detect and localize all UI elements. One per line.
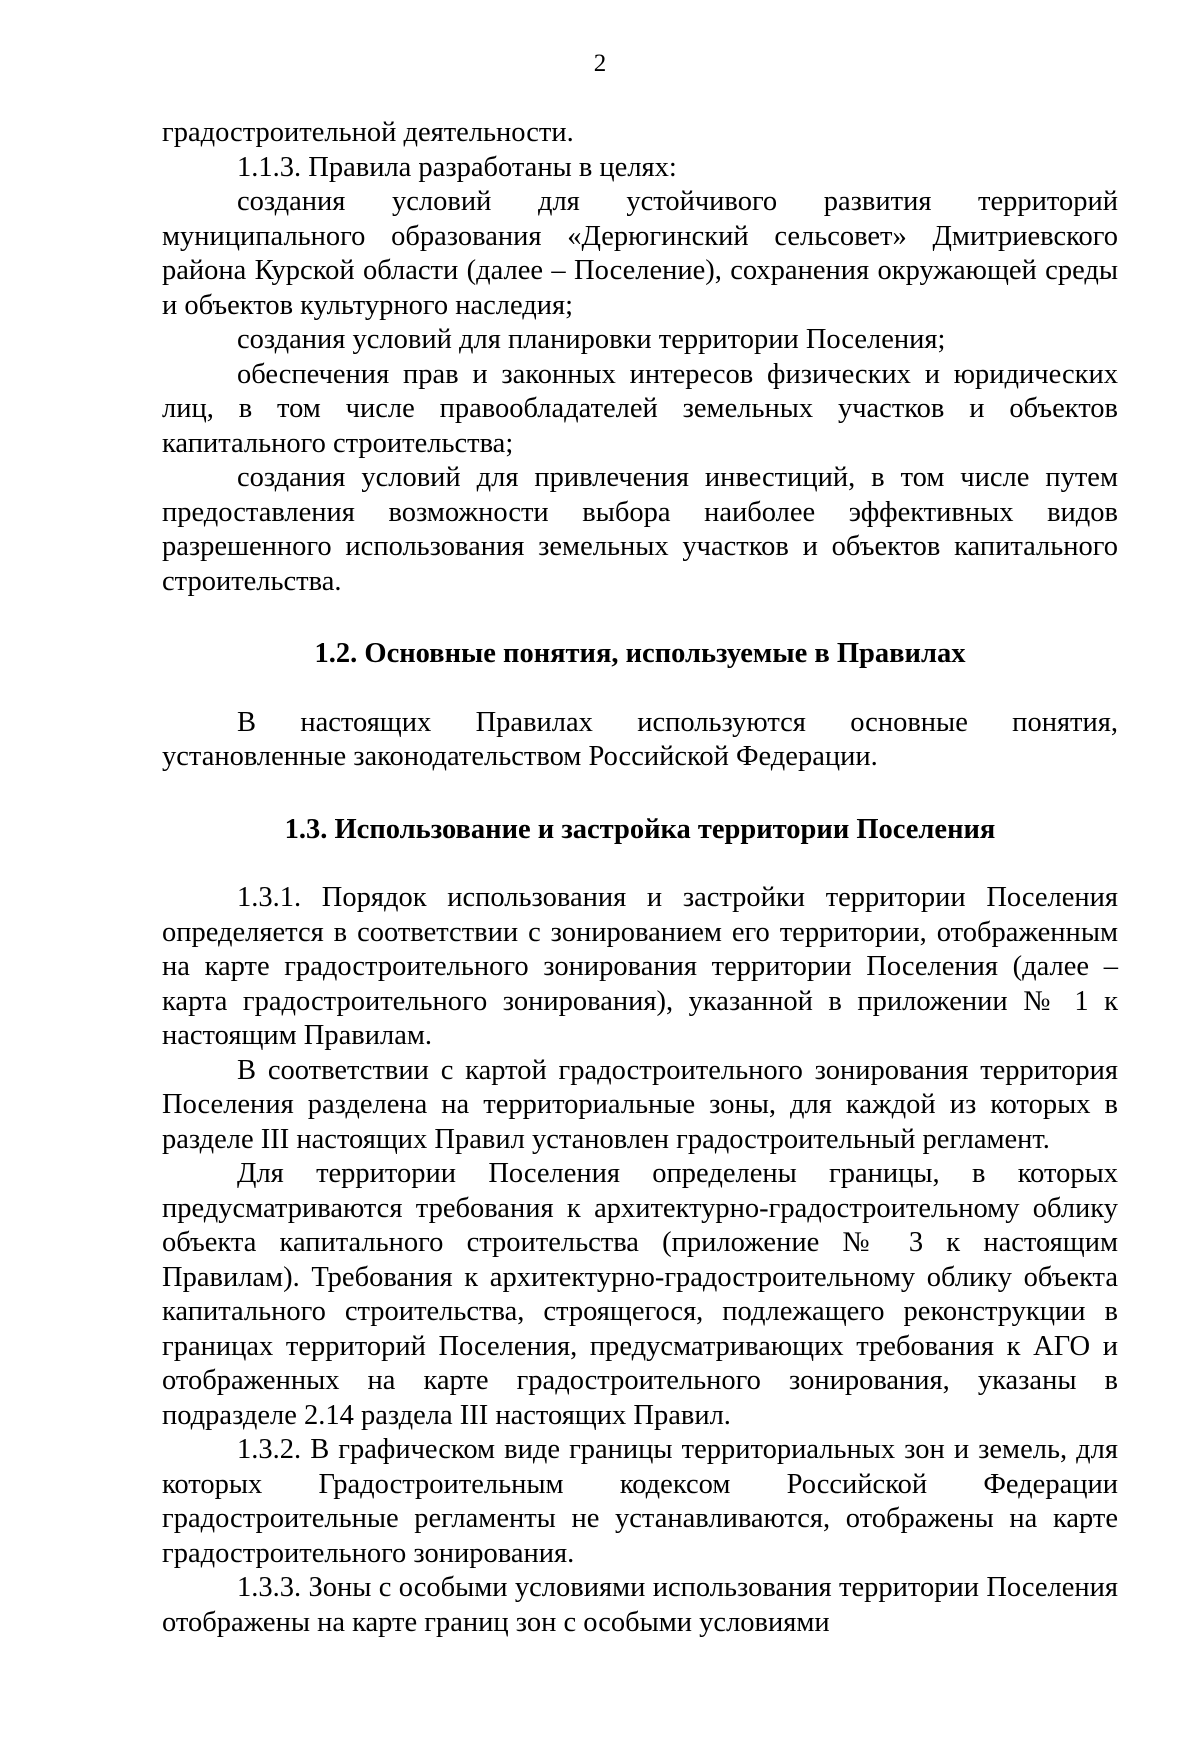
document-body (162, 116, 1118, 1640)
paragraph-1-1-3: 1.1.3. Правила разработаны в целях: (237, 151, 677, 183)
paragraph-1-2-text: В настоящих Правилах используются основные понятия, установленные законодательством Российской Федерации. (162, 706, 1118, 772)
paragraph-ago-requirements: Для территории Поселения определены границы, в которых предусматриваются требования к архитектурно-градостроительному облику объекта капитального строительства (приложение № 3 к настоящим Правилам). Требования к архитектурно-градостроительному облику объекта капитального строительства, строящегося, подлежащего реконструкции в границах территорий Поселения, предусматривающих требования к АГО и отображенных на карте градостроительного зонирования, указаны в подразделе 2.14 раздела III настоящих Правил. (162, 1158, 1118, 1431)
paragraph-continuation: градостроительной деятельности. (162, 117, 574, 148)
paragraph-goal-rights: обеспечения прав и законных интересов физических и юридических лиц, в том числе правообладателей земельных участков и объектов капитального строительства; (162, 358, 1118, 459)
paragraph-1-3-1: 1.3.1. Порядок использования и застройки территории Поселения определяется в соответствии с зонированием его территории, отображенным на карте градостроительного зонирования территории Поселения (далее – карта градостроительного зонирования), указанной в приложении № 1 к настоящим Правилам. (162, 882, 1118, 1051)
paragraph-zones-division: В соответствии с картой градостроительного зонирования территория Поселения разделена на территориальные зоны, для каждой из которых в разделе III настоящих Правил установлен градостроительный регламент. (162, 1054, 1118, 1155)
section-heading-1-2: 1.2. Основные понятия, используемые в Правилах (314, 638, 966, 669)
paragraph-goal-investments: создания условий для привлечения инвестиций, в том числе путем предоставления возможности выбора наиболее эффективных видов разрешенного использования земельных участков и объектов капитального строительства. (162, 462, 1118, 597)
paragraph-1-3-3: 1.3.3. Зоны с особыми условиями использования территории Поселения отображены на карте границ зон с особыми условиями (162, 1572, 1118, 1638)
paragraph-goal-sustainable-development: создания условий для устойчивого развития территорий муниципального образования «Дерюгинский сельсовет» Дмитриевского района Курской области (далее – Поселение), сохранения окружающей среды и объектов культурного наследия; (162, 186, 1118, 321)
section-heading-1-3: 1.3. Использование и застройка территории Поселения (284, 813, 996, 845)
page-number: 2 (593, 50, 607, 77)
paragraph-1-3-2: 1.3.2. В графическом виде границы территориальных зон и земель, для которых Градостроительным кодексом Российской Федерации градостроительные регламенты не устанавливаются, отображены на карте градостроительного зонирования. (162, 1434, 1118, 1569)
paragraph-goal-planning: создания условий для планировки территории Поселения; (237, 324, 946, 355)
